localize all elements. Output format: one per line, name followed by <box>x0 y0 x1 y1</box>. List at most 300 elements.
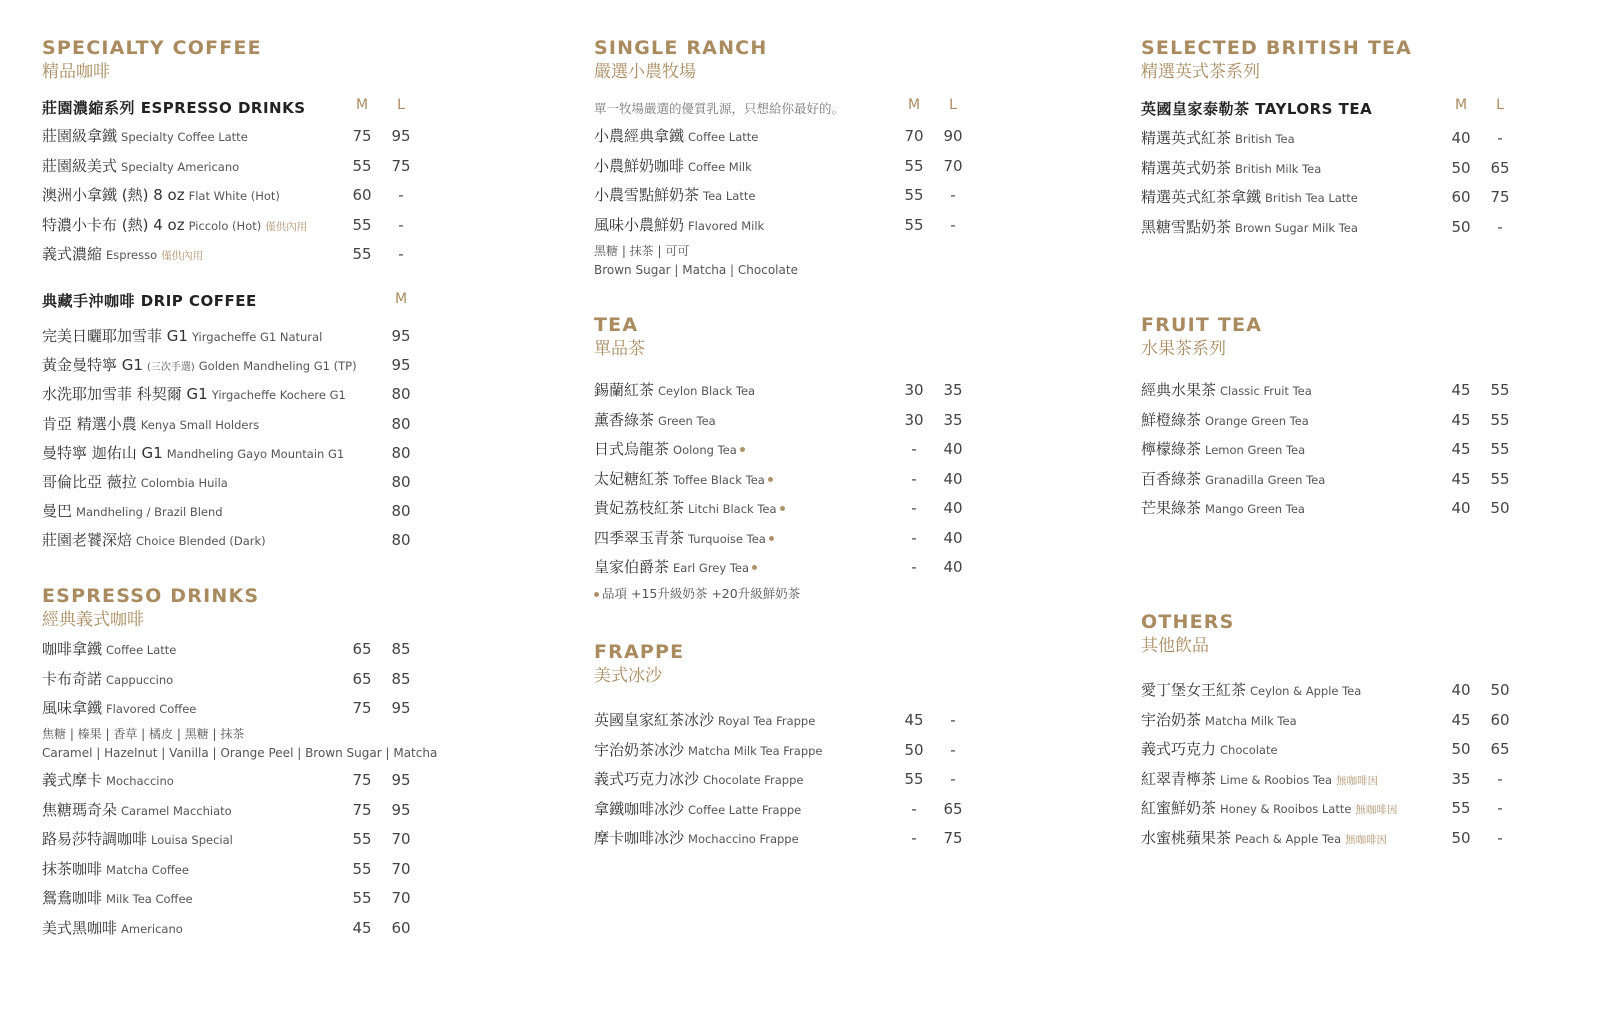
menu-item-name <box>594 739 823 762</box>
price-medium: 55 <box>904 770 924 788</box>
menu-item-name <box>42 214 307 238</box>
item-name-en: Peach & Apple Tea <box>1235 831 1342 846</box>
section-title-en: SINGLE RANCH <box>594 37 768 59</box>
price-large: 85 <box>391 640 411 658</box>
section-title-zh: 嚴選小農牧場 <box>594 62 696 82</box>
dot-marker-icon <box>752 565 757 570</box>
menu-item-row <box>42 828 442 850</box>
item-name-en: Brown Sugar Milk Tea <box>1235 220 1358 235</box>
price-medium: 95 <box>391 356 411 375</box>
price-large: 40 <box>943 499 963 517</box>
menu-item-name <box>42 500 223 523</box>
item-name-zh: 精選英式奶茶 <box>1141 158 1232 177</box>
size-m-header: M <box>1454 97 1468 113</box>
price-large: 70 <box>391 889 411 907</box>
item-name-en: British Milk Tea <box>1235 161 1322 176</box>
menu-item-name <box>594 798 801 821</box>
price-medium: 50 <box>904 740 924 759</box>
price-medium: 80 <box>391 385 411 404</box>
menu-item-name <box>42 769 174 792</box>
price-large: - <box>950 770 956 788</box>
price-large: - <box>950 711 956 729</box>
menu-item-row <box>594 798 994 820</box>
item-name-en: Honey & Rooibos Latte <box>1220 802 1352 816</box>
menu-item-name <box>594 438 745 461</box>
price-medium: 65 <box>352 640 372 658</box>
price-medium: 55 <box>352 215 372 234</box>
item-name-en: Mochaccino Frappe <box>688 832 799 846</box>
price-medium: 60 <box>1451 188 1471 206</box>
menu-item-name <box>594 379 755 402</box>
price-large: - <box>950 740 956 759</box>
menu-item-name <box>594 768 803 791</box>
menu-item-name <box>42 354 357 379</box>
menu-item-row <box>1141 216 1541 238</box>
price-medium: 45 <box>1451 469 1471 488</box>
menu-item-name <box>1141 497 1305 520</box>
ranch-options-en: Brown Sugar | Matcha | Chocolate <box>594 263 798 277</box>
menu-item-name <box>42 638 176 661</box>
menu-item-name <box>42 125 248 148</box>
item-name-en: Kenya Small Holders <box>140 417 260 432</box>
item-name-zh: 卡布奇諾 <box>42 669 103 688</box>
section-title-zh: 精選英式茶系列 <box>1141 62 1260 82</box>
section-others <box>1141 610 1541 658</box>
menu-item-name <box>1141 127 1295 150</box>
item-name-en: Choice Blended (Dark) <box>136 534 266 549</box>
section-fruit-tea <box>1141 313 1541 361</box>
item-name-zh: 莊園老饕深焙 <box>42 531 133 550</box>
price-medium: 55 <box>904 186 924 204</box>
section-title-zh: 其他飲品 <box>1141 636 1209 656</box>
price-large: 55 <box>1490 469 1510 488</box>
item-name-zh: 焦糖瑪奇朵 <box>42 800 118 819</box>
item-name-en: Lemon Green Tea <box>1205 443 1306 457</box>
price-medium: 45 <box>352 918 372 937</box>
price-medium: 35 <box>1451 769 1471 788</box>
item-note: 僅供內用 <box>265 220 308 233</box>
dot-marker-icon <box>594 592 599 597</box>
price-medium: - <box>911 499 917 517</box>
menu-item-name <box>594 409 716 432</box>
menu-item-name <box>594 468 773 491</box>
item-name-zh: 義式巧克力 <box>1141 740 1217 758</box>
item-name-en: Espresso <box>106 248 158 262</box>
price-medium: 60 <box>352 186 372 204</box>
menu-item-row <box>1141 379 1541 401</box>
price-large: 50 <box>1490 499 1510 517</box>
section-title-zh: 水果茶系列 <box>1141 339 1226 359</box>
price-medium: 75 <box>352 127 372 145</box>
item-name-en: Turquoise Tea <box>688 531 766 546</box>
menu-item-row <box>594 527 994 549</box>
section-single-ranch <box>594 36 994 84</box>
menu-item-row <box>1141 468 1541 490</box>
price-large: 50 <box>1490 681 1510 699</box>
item-name-zh: 澳洲小拿鐵 (熱) 8 oz <box>42 186 185 204</box>
item-name-en: Flat White (Hot) <box>188 189 280 203</box>
menu-item-row <box>1141 497 1541 519</box>
menu-item-name <box>1141 797 1397 821</box>
price-medium: 80 <box>391 414 411 433</box>
menu-item-name <box>1141 216 1358 239</box>
item-name-zh: 薰香綠茶 <box>594 410 655 429</box>
price-medium: 40 <box>1451 499 1471 517</box>
item-name-en: Coffee Milk <box>688 159 752 174</box>
price-medium: 75 <box>352 699 372 717</box>
item-name-zh: 四季翠玉青茶 <box>594 528 685 547</box>
section-title-en: FRAPPE <box>594 641 685 663</box>
section-british-tea <box>1141 36 1541 84</box>
price-medium: - <box>911 799 917 818</box>
item-name-en: British Tea <box>1235 132 1295 146</box>
menu-item-row <box>594 468 994 490</box>
price-large: 35 <box>943 410 963 429</box>
menu-item-row <box>594 709 994 731</box>
price-large: - <box>398 215 404 234</box>
item-name-en: Mandheling / Brazil Blend <box>76 505 223 520</box>
price-large: 70 <box>391 859 411 878</box>
menu-item-name <box>1141 409 1309 432</box>
item-name-en: Lime & Roobios Tea <box>1220 772 1333 787</box>
section-title-zh: 美式冰沙 <box>594 666 662 686</box>
item-note: 無咖啡因 <box>1336 774 1379 787</box>
price-large: - <box>1497 769 1503 788</box>
price-large: 40 <box>943 558 963 576</box>
dot-marker-icon <box>769 536 774 541</box>
item-name-zh: 錫蘭紅茶 <box>594 381 655 399</box>
menu-item-row <box>42 325 442 347</box>
section-title-zh: 單品茶 <box>594 339 645 359</box>
price-large: - <box>950 186 956 204</box>
menu-item-row <box>42 155 442 177</box>
item-name-zh: 紅翠青檸茶 <box>1141 769 1217 788</box>
item-name-zh: 貴妃荔枝紅茶 <box>594 499 685 517</box>
item-name-zh: 英國皇家紅茶冰沙 <box>594 711 715 729</box>
item-name-zh: 曼特寧 迦佑山 G1 <box>42 443 163 462</box>
dot-marker-icon <box>780 506 785 511</box>
item-name-en: Royal Tea Frappe <box>718 714 816 728</box>
item-name-en: Ceylon & Apple Tea <box>1250 684 1362 698</box>
item-name-zh: 水蜜桃蘋果茶 <box>1141 828 1232 847</box>
menu-item-row <box>42 668 442 690</box>
menu-item-name <box>42 413 259 436</box>
item-name-zh: 路易莎特調咖啡 <box>42 830 148 848</box>
menu-item-row <box>594 125 994 147</box>
item-name-en: Ceylon Black Tea <box>658 384 756 398</box>
item-name-zh: 抹茶咖啡 <box>42 859 103 878</box>
menu-item-name <box>1141 768 1378 792</box>
price-large: 85 <box>391 669 411 688</box>
item-name-en: Oolong Tea <box>673 443 737 457</box>
item-name-zh: 哥倫比亞 薇拉 <box>42 473 137 491</box>
item-name-zh: 風味拿鐵 <box>42 699 103 717</box>
price-large: 55 <box>1490 440 1510 458</box>
price-large: 65 <box>1490 740 1510 758</box>
item-name-zh: 義式濃縮 <box>42 245 103 263</box>
menu-item-name <box>42 917 183 940</box>
menu-item-row <box>42 500 442 522</box>
menu-item-name <box>594 827 799 850</box>
menu-item-row <box>42 442 442 464</box>
item-name-en: Orange Green Tea <box>1205 413 1309 428</box>
menu-item-row <box>594 739 994 761</box>
item-name-en: Coffee Latte <box>106 643 177 657</box>
ranch-description: 單一牧場嚴選的優質乳源，只想給你最好的。 <box>594 101 845 116</box>
price-medium: 55 <box>352 245 372 263</box>
size-l-header: L <box>949 97 957 113</box>
price-medium: 45 <box>1451 710 1471 729</box>
price-large: - <box>950 215 956 234</box>
price-medium: 45 <box>904 711 924 729</box>
item-name-zh: 精選英式紅茶拿鐵 <box>1141 188 1262 206</box>
tea-upgrade-footnote: 品項 +15升級奶茶 +20升級鮮奶茶 <box>594 584 800 602</box>
menu-item-row <box>1141 409 1541 431</box>
price-medium: 80 <box>391 531 411 550</box>
price-large: - <box>1497 217 1503 236</box>
item-name-zh: 經典水果茶 <box>1141 381 1217 399</box>
item-name-en: Chocolate <box>1220 743 1278 757</box>
item-name-zh: 百香綠茶 <box>1141 469 1202 488</box>
price-medium: 55 <box>904 215 924 234</box>
menu-item-name <box>42 668 173 691</box>
price-large: 90 <box>943 127 963 145</box>
item-name-zh: 小農經典拿鐵 <box>594 127 685 145</box>
menu-item-row <box>1141 679 1541 701</box>
item-name-en: Tea Latte <box>703 189 756 203</box>
menu-item-row <box>594 214 994 236</box>
size-m-header: M <box>907 97 921 113</box>
menu-item-row <box>1141 186 1541 208</box>
price-large: 55 <box>1490 410 1510 429</box>
price-medium: 45 <box>1451 440 1471 458</box>
item-name-zh: 拿鐵咖啡冰沙 <box>594 799 685 818</box>
item-note: 僅供內用 <box>161 250 204 262</box>
item-name-zh: 宇治奶茶 <box>1141 710 1202 729</box>
menu-item-row <box>42 214 442 236</box>
item-name-zh: 鮮橙綠茶 <box>1141 410 1202 429</box>
size-m-header: M <box>394 291 408 307</box>
menu-item-row <box>1141 738 1541 760</box>
item-name-en: Granadilla Green Tea <box>1205 472 1326 487</box>
price-large: 65 <box>943 799 963 818</box>
subheader-taylors-tea: 英國皇家泰勒茶 TAYLORS TEA <box>1141 100 1373 118</box>
item-note: 無咖啡因 <box>1355 804 1398 816</box>
price-medium: 30 <box>904 381 924 399</box>
price-large: - <box>1497 799 1503 817</box>
menu-item-row <box>42 638 442 660</box>
item-name-en: Matcha Milk Tea <box>1205 713 1297 728</box>
menu-item-row <box>42 529 442 551</box>
menu-item-name <box>1141 438 1305 461</box>
price-medium: 40 <box>1451 681 1471 699</box>
item-name-zh: 黑糖雪點奶茶 <box>1141 217 1232 236</box>
price-large: 40 <box>943 528 963 547</box>
item-name-en: Caramel Macchiato <box>121 803 232 818</box>
item-name-zh: 摩卡咖啡冰沙 <box>594 829 685 847</box>
item-name-en: Americano <box>121 921 183 936</box>
item-name-en: Piccolo (Hot) <box>188 218 262 233</box>
menu-item-row <box>1141 127 1541 149</box>
menu-item-name <box>42 325 322 348</box>
price-large: 55 <box>1490 381 1510 399</box>
section-frappe <box>594 640 994 688</box>
menu-item-name <box>42 184 280 207</box>
price-large: 95 <box>391 771 411 789</box>
item-name-en: Flavored Milk <box>688 218 765 233</box>
menu-item-row <box>1141 157 1541 179</box>
menu-item-row <box>42 354 442 376</box>
price-large: 95 <box>391 127 411 145</box>
item-name-zh: 小農雪點鮮奶茶 <box>594 186 700 204</box>
price-medium: 50 <box>1451 217 1471 236</box>
price-medium: 50 <box>1451 828 1471 847</box>
menu-item-name <box>594 155 752 178</box>
menu-item-name <box>1141 157 1321 180</box>
menu-item-row <box>42 471 442 493</box>
item-name-zh: 芒果綠茶 <box>1141 499 1202 517</box>
item-name-zh: 黃金曼特寧 G1 <box>42 356 143 375</box>
item-name-zh: 完美日曬耶加雪菲 G1 <box>42 327 188 345</box>
menu-item-name <box>1141 379 1312 402</box>
menu-item-name <box>594 556 757 579</box>
item-name-en: Specialty Coffee Latte <box>121 130 248 144</box>
subheader-espresso-drinks: 莊園濃縮系列 ESPRESSO DRINKS <box>42 99 306 117</box>
price-medium: - <box>911 558 917 576</box>
item-name-zh: 美式黑咖啡 <box>42 918 118 937</box>
item-name-en: Green Tea <box>658 413 716 428</box>
item-name-zh: 莊園級拿鐵 <box>42 127 118 145</box>
menu-item-name <box>42 442 344 465</box>
item-name-zh: 特濃小卡布 (熱) 4 oz <box>42 215 185 234</box>
section-title-en: ESPRESSO DRINKS <box>42 585 260 607</box>
item-name-en: Colombia Huila <box>140 476 228 490</box>
item-name-en: British Tea Latte <box>1265 191 1358 205</box>
price-medium: 80 <box>391 473 411 491</box>
price-medium: 50 <box>1451 740 1471 758</box>
menu-item-row <box>1141 797 1541 819</box>
item-name-en: Matcha Coffee <box>106 862 189 877</box>
price-medium: 40 <box>1451 129 1471 147</box>
price-medium: 55 <box>352 889 372 907</box>
item-name-zh: 精選英式紅茶 <box>1141 129 1232 147</box>
menu-item-row <box>42 413 442 435</box>
section-title-en: SELECTED BRITISH TEA <box>1141 37 1413 59</box>
price-medium: 75 <box>352 800 372 819</box>
menu-item-row <box>594 827 994 849</box>
ranch-options-zh: 黑糖 | 抹茶 | 可可 <box>594 244 690 258</box>
menu-item-name <box>594 497 785 520</box>
section-specialty-coffee <box>42 36 442 84</box>
item-name-en: Mandheling Gayo Mountain G1 <box>166 446 345 461</box>
menu-item-row <box>1141 709 1541 731</box>
item-name-en: Litchi Black Tea <box>688 502 777 516</box>
item-name-en: Coffee Latte Frappe <box>688 802 802 817</box>
item-name-zh: 愛丁堡女王紅茶 <box>1141 681 1247 699</box>
menu-item-row <box>594 438 994 460</box>
section-title-zh: 精品咖啡 <box>42 62 110 82</box>
menu-item-name <box>42 383 346 406</box>
price-medium: 70 <box>904 127 924 145</box>
item-name-zh: 肯亞 精選小農 <box>42 414 137 433</box>
section-tea <box>594 313 994 361</box>
menu-item-name <box>42 243 203 267</box>
item-name-zh: 太妃糖紅茶 <box>594 469 670 488</box>
price-medium: 65 <box>352 669 372 688</box>
item-name-qualifier: (三次手選) <box>146 362 195 374</box>
menu-item-row <box>1141 768 1541 790</box>
dot-marker-icon <box>768 477 773 482</box>
item-name-zh: 水洗耶加雪菲 科契爾 G1 <box>42 385 208 404</box>
menu-item-name <box>1141 679 1361 702</box>
item-name-en: Chocolate Frappe <box>703 773 804 787</box>
item-name-zh: 檸檬綠茶 <box>1141 440 1202 458</box>
item-name-en: Louisa Special <box>151 833 233 847</box>
section-title-en: FRUIT TEA <box>1141 314 1263 336</box>
section-title-en: OTHERS <box>1141 611 1235 633</box>
price-medium: - <box>911 829 917 847</box>
price-medium: 30 <box>904 410 924 429</box>
price-medium: 95 <box>391 327 411 345</box>
menu-item-row <box>42 125 442 147</box>
menu-item-row <box>42 697 442 719</box>
price-large: 75 <box>1490 188 1510 206</box>
price-large: 75 <box>943 829 963 847</box>
menu-item-name <box>42 858 189 881</box>
item-name-zh: 莊園級美式 <box>42 156 118 175</box>
price-large: 40 <box>943 469 963 488</box>
dot-marker-icon <box>740 447 745 452</box>
item-name-zh: 皇家伯爵茶 <box>594 558 670 576</box>
item-name-zh: 曼巴 <box>42 502 73 521</box>
price-large: 35 <box>943 381 963 399</box>
flavor-options-zh: 焦糖 | 榛果 | 香草 | 橘皮 | 黑糖 | 抹茶 <box>42 727 245 741</box>
item-name-en: Coffee Latte <box>688 130 759 144</box>
menu-item-name <box>1141 738 1278 761</box>
subheader-drip-coffee: 典藏手沖咖啡 DRIP COFFEE <box>42 292 257 310</box>
menu-item-row <box>594 184 994 206</box>
item-name-en: Yirgacheffe Kochere G1 <box>211 388 346 403</box>
item-name-zh: 日式烏龍茶 <box>594 440 670 458</box>
menu-item-row <box>594 768 994 790</box>
price-large: 95 <box>391 699 411 717</box>
menu-item-name <box>594 527 774 550</box>
price-medium: 80 <box>391 502 411 521</box>
price-large: 60 <box>1490 710 1510 729</box>
section-title-en: TEA <box>594 314 639 336</box>
price-medium: 55 <box>352 156 372 175</box>
price-medium: 55 <box>352 859 372 878</box>
price-medium: 75 <box>352 771 372 789</box>
menu-item-name <box>594 184 755 207</box>
menu-item-name <box>42 155 239 178</box>
item-name-zh: 鴛鴦咖啡 <box>42 889 103 907</box>
item-name-zh: 咖啡拿鐵 <box>42 640 103 658</box>
menu-item-name <box>1141 186 1358 209</box>
price-large: - <box>1497 828 1503 847</box>
size-l-header: L <box>397 97 405 113</box>
item-name-en: Toffee Black Tea <box>673 472 765 487</box>
menu-item-row <box>42 184 442 206</box>
price-large: 95 <box>391 800 411 819</box>
price-large: - <box>398 245 404 263</box>
item-name-en: Mochaccino <box>106 774 174 788</box>
menu-item-row <box>42 769 442 791</box>
size-l-header: L <box>1496 97 1504 113</box>
menu-item-row <box>1141 827 1541 849</box>
price-medium: 55 <box>1451 799 1471 817</box>
menu-item-row <box>42 383 442 405</box>
